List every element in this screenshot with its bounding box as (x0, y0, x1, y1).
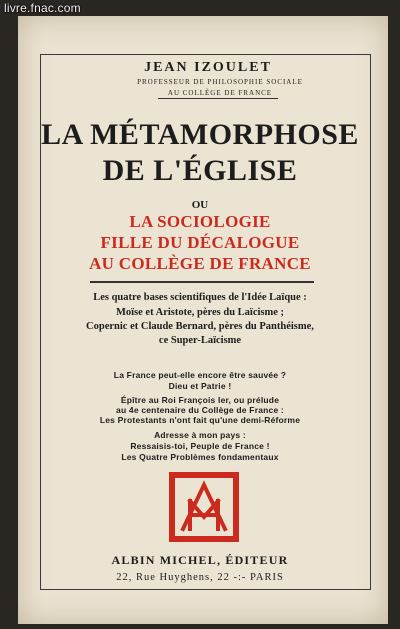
publisher-address: 22, Rue Huyghens, 22 -:- PARIS (116, 572, 284, 583)
section-line: Adresse à mon pays : (154, 430, 246, 440)
subtitle-red-line2: FILLE DU DÉCALOGUE (100, 233, 300, 252)
publisher-name: ALBIN MICHEL, ÉDITEUR (111, 553, 289, 567)
section-line: Dieu et Patrie ! (168, 381, 232, 391)
author-name: JEAN IZOULET (144, 60, 272, 75)
section-line: Ressaisis-toi, Peuple de France ! (130, 441, 270, 451)
paragraph-line: Moïse et Aristote, pères du Laïcisme ; (115, 307, 285, 318)
paragraph-line: ce Super-Laïcisme (158, 335, 242, 346)
author-title-line1: PROFESSEUR DE PHILOSOPHIE SOCIALE (137, 78, 303, 86)
section-line: Les Protestants n'ont fait qu'une demi-Réforme (99, 415, 301, 425)
subtitle-red-line1: LA SOCIOLOGIE (129, 212, 271, 231)
section-line: Les Quatre Problèmes fondamentaux (121, 452, 279, 462)
paragraph-line: Copernic et Claude Bernard, pères du Panthéisme, (86, 321, 314, 332)
short-divider (158, 98, 278, 99)
albin-michel-am-monogram-logo (168, 471, 240, 543)
title-line1: LA MÉTAMORPHOSE (41, 118, 359, 151)
watermark: livre.fnac.com (4, 1, 81, 15)
author-title-line2: AU COLLÈGE DE FRANCE (167, 89, 273, 97)
title-or: OU (191, 199, 209, 211)
section-line: Épître au Roi François Ier, ou prélude (120, 395, 280, 405)
section-line: au 4e centenaire du Collège de France : (116, 405, 284, 415)
subtitle-red-line3: AU COLLÈGE DE FRANCE (89, 254, 311, 273)
section-line: La France peut-elle encore être sauvée ? (113, 370, 287, 380)
paragraph-line: Les quatre bases scientifiques de l'Idée Laïque : (93, 292, 307, 303)
long-divider (90, 281, 314, 283)
title-line2: DE L'ÉGLISE (102, 154, 298, 187)
